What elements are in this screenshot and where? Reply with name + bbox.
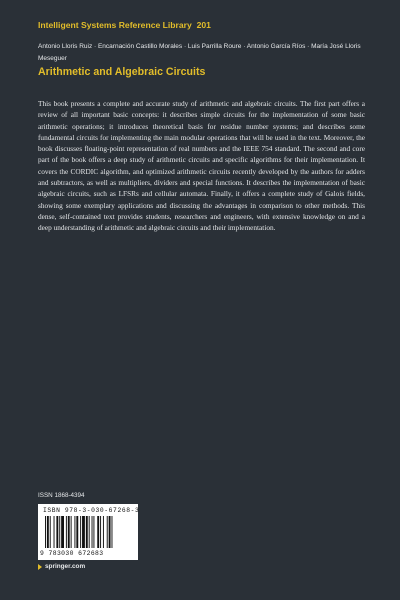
book-title: Arithmetic and Algebraic Circuits <box>38 66 206 78</box>
arrow-right-icon <box>38 564 42 570</box>
barcode-stripe <box>89 516 90 548</box>
series-line <box>38 20 211 30</box>
barcode-stripe <box>66 516 67 548</box>
barcode-stripe <box>100 516 101 548</box>
author-list: Antonio Lloris Ruiz · Encarnación Castillo Morales · Luis Parrilla Roure · Antonio García Ríos · María José Lloris Meseguer <box>38 43 361 62</box>
publisher-link[interactable] <box>38 563 85 570</box>
barcode-stripe <box>56 516 58 548</box>
barcode-stripe <box>80 516 81 548</box>
barcode-stripe <box>45 516 46 548</box>
barcode-stripe <box>86 516 88 548</box>
isbn-number: ISBN 978-3-030-67268-3 <box>43 507 140 514</box>
issn-number: ISSN 1868-4394 <box>38 492 85 499</box>
barcode-stripe <box>76 516 78 548</box>
barcode-stripe <box>93 516 94 548</box>
barcode <box>38 504 138 560</box>
barcode-stripe <box>59 516 60 548</box>
barcode-stripe <box>74 516 75 548</box>
barcode-stripe <box>82 516 85 548</box>
barcode-stripe <box>71 516 72 548</box>
barcode-stripe <box>103 516 104 548</box>
barcode-bars <box>45 516 133 548</box>
barcode-stripe <box>50 516 51 548</box>
barcode-digits: 9 783030 672683 <box>40 550 104 557</box>
publisher-url: springer.com <box>45 563 86 570</box>
barcode-stripe <box>47 516 49 548</box>
barcode-stripe <box>107 516 108 548</box>
barcode-stripe <box>61 516 64 548</box>
barcode-stripe <box>112 516 113 548</box>
series-volume: 201 <box>196 20 211 30</box>
book-description: This book presents a complete and accurate study of arithmetic and algebraic circuits. The first part offers a review of all important basic concepts: it describes simple circuits for the implementation of some basic arithmetic operations; it introduces theoretical basis for residue number systems; and describes some fundamental circuits for implementing the main modular operations that will be used in the text. Moreover, the book discusses floating-point representation of real numbers and the IEEE 754 standard. The second and core part of the book offers a deep study of arithmetic circuits and specific algorithms for their implementation. It covers the CORDIC algorithm, and optimized arithmetic circuits recently developed by the authors for adders and subtractors, as well as multipliers, dividers and special functions. It describes the implementation of basic algebraic circuits, such as LFSRs and cellular automata. Finally, it offers a complete study of Galois fields, showing some exemplary applications and discussing the advantages in comparison to other methods. This dense, self-contained text provides students, researchers and engineers, with extensive knowledge on and a deep understanding of arithmetic and algebraic circuits and their implementation. <box>38 99 365 233</box>
barcode-stripe <box>54 516 55 548</box>
series-name: Intelligent Systems Reference Library <box>38 20 192 30</box>
barcode-stripe <box>109 516 111 548</box>
barcode-stripe <box>92 516 93 548</box>
barcode-stripe <box>97 516 99 548</box>
barcode-stripe <box>68 516 70 548</box>
